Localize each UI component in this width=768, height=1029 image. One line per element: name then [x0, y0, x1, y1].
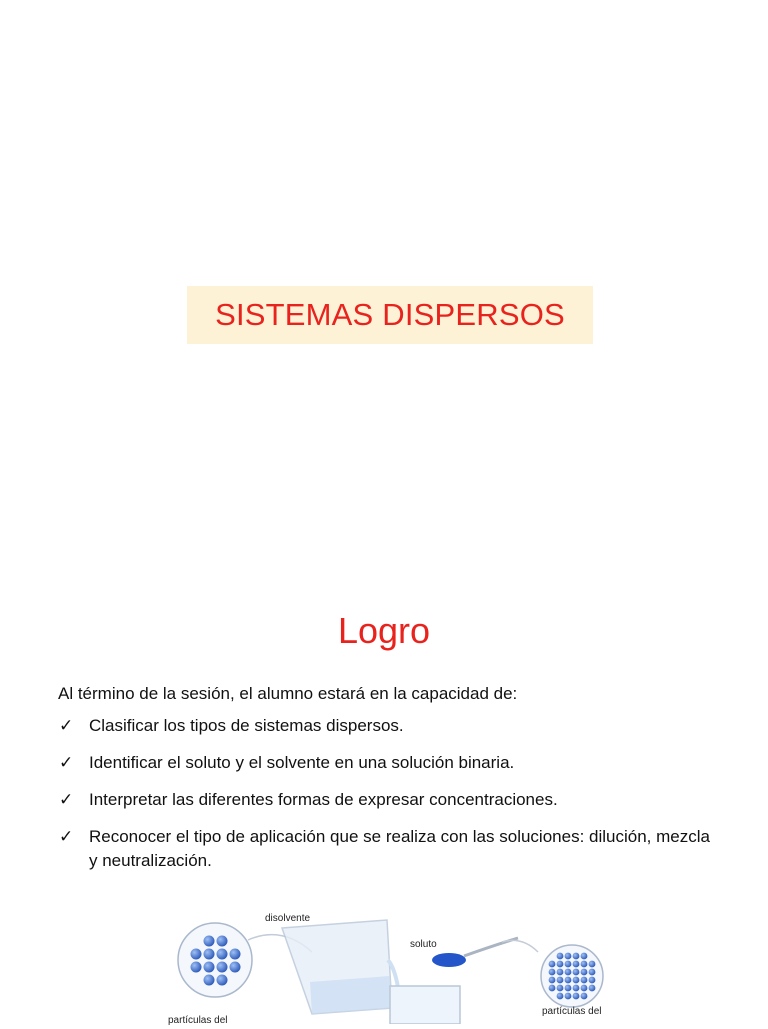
particle	[217, 962, 228, 973]
check-icon: ✓	[59, 753, 74, 772]
list-item-text: Clasificar los tipos de sistemas dispersos.	[89, 716, 404, 735]
solute-label: soluto	[410, 939, 437, 950]
slide-title-text: SISTEMAS DISPERSOS	[215, 297, 565, 332]
particle	[557, 953, 564, 960]
list-item	[58, 825, 710, 873]
particle	[204, 962, 215, 973]
left-particle-circle	[178, 923, 252, 997]
objectives-list	[58, 714, 710, 886]
particle	[217, 949, 228, 960]
particle	[565, 961, 572, 968]
particle	[565, 953, 572, 960]
particle	[581, 977, 588, 984]
particle	[549, 977, 556, 984]
particle	[581, 993, 588, 1000]
intro-text: Al término de la sesión, el alumno estará en la capacidad de:	[58, 684, 518, 703]
particle	[589, 977, 596, 984]
list-item	[58, 714, 710, 738]
particle	[204, 949, 215, 960]
particle	[589, 969, 596, 976]
particle	[589, 961, 596, 968]
right-particle-circle	[541, 945, 603, 1007]
check-icon: ✓	[59, 790, 74, 809]
particle	[581, 961, 588, 968]
particle	[565, 977, 572, 984]
particle	[191, 949, 202, 960]
list-item-text: Reconocer el tipo de aplicación que se realiza con las soluciones: dilución, mezcla y neutralización.	[89, 827, 710, 870]
particle	[204, 936, 215, 947]
particle	[549, 969, 556, 976]
particle	[573, 985, 580, 992]
particle	[230, 949, 241, 960]
particle	[573, 953, 580, 960]
particle	[565, 993, 572, 1000]
particle	[565, 969, 572, 976]
logro-heading: Logro	[337, 610, 431, 651]
list-item	[58, 751, 710, 775]
particle	[581, 969, 588, 976]
check-icon: ✓	[59, 716, 74, 735]
glass-icon	[390, 986, 460, 1024]
particles-left-label: partículas del	[168, 1015, 228, 1026]
particle	[557, 969, 564, 976]
particle	[573, 977, 580, 984]
particle	[573, 969, 580, 976]
particle	[573, 993, 580, 1000]
list-item-text: Identificar el soluto y el solvente en una solución binaria.	[89, 753, 515, 772]
particle	[565, 985, 572, 992]
particle	[230, 962, 241, 973]
particle	[557, 977, 564, 984]
particle	[217, 936, 228, 947]
particle	[549, 985, 556, 992]
particle	[204, 975, 215, 986]
particle	[557, 961, 564, 968]
particle	[217, 975, 228, 986]
particle	[191, 962, 202, 973]
particle	[581, 953, 588, 960]
beaker-icon	[282, 920, 392, 1014]
particle	[549, 961, 556, 968]
check-icon: ✓	[59, 827, 74, 846]
title-box	[187, 286, 593, 344]
particle	[557, 993, 564, 1000]
particle	[589, 985, 596, 992]
particle	[581, 985, 588, 992]
particle	[557, 985, 564, 992]
solution-illustration	[162, 900, 622, 1024]
spoon-icon	[432, 938, 518, 967]
particle	[573, 961, 580, 968]
particles-right-label: partículas del	[542, 1006, 602, 1017]
list-item-text: Interpretar las diferentes formas de expresar concentraciones.	[89, 790, 558, 809]
solvent-label: disolvente	[265, 913, 311, 924]
list-item	[58, 788, 710, 812]
